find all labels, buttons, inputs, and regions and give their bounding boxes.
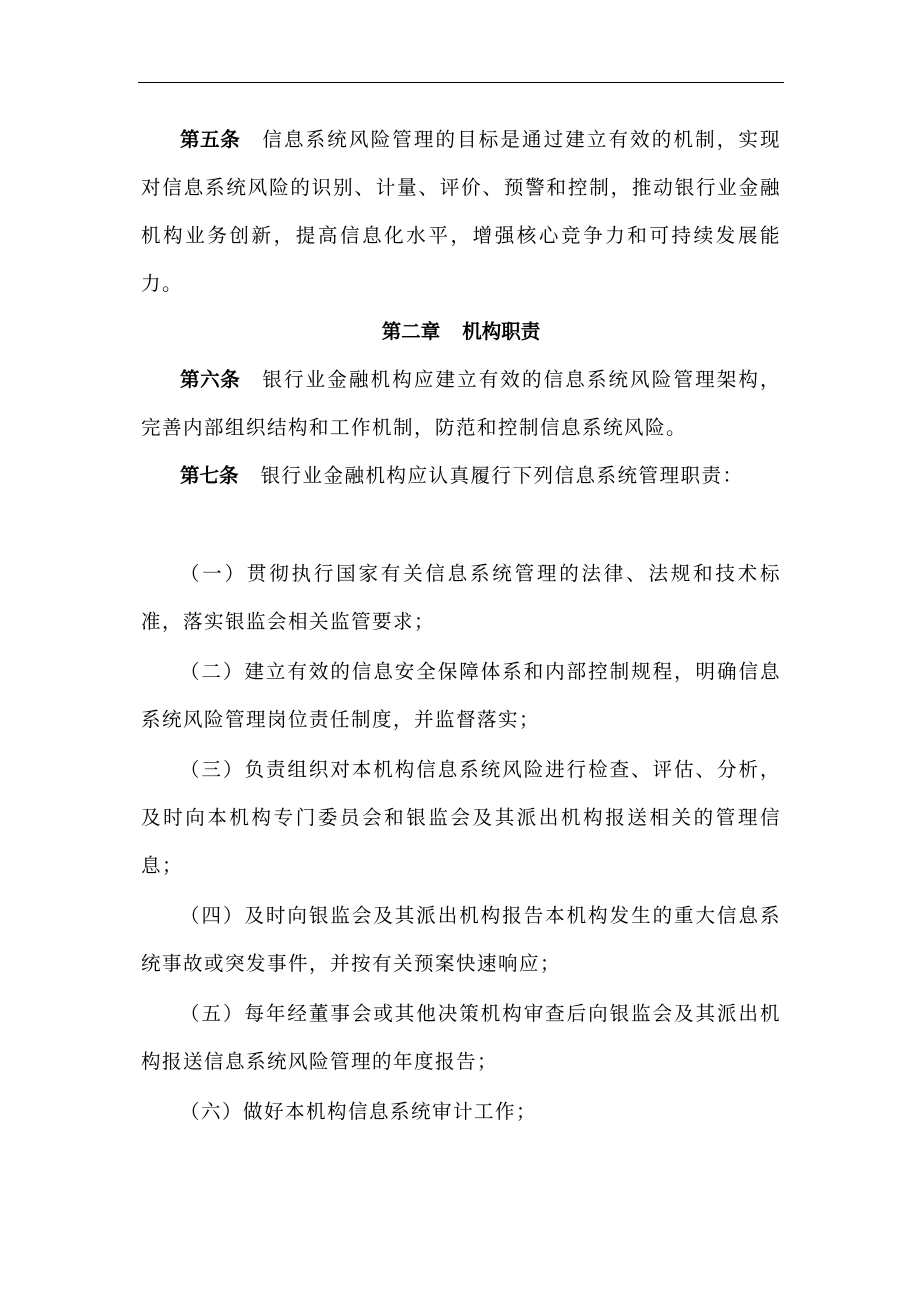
article-6-text: 银行业金融机构应建立有效的信息系统风险管理架构，完善内部组织结构和工作机制，防范和控制信息系统风险。	[141, 368, 781, 439]
document-body	[141, 116, 781, 1136]
list-item: （六）做好本机构信息系统审计工作；	[180, 1100, 538, 1123]
list-item: （三）负责组织对本机构信息系统风险进行检查、评估、分析，及时向本机构专门委员会和银监会及其派出机构报送相关的管理信息；	[141, 758, 781, 877]
article-6-number: 第六条	[180, 368, 241, 391]
chapter-heading	[141, 308, 781, 356]
article-5-text: 信息系统风险管理的目标是通过建立有效的机制，实现对信息系统风险的识别、计量、评价、预警和控制，推动银行业金融机构业务创新，提高信息化水平，增强核心竞争力和可持续发展能力。	[141, 128, 781, 295]
chapter-number: 第二章	[381, 320, 441, 343]
chapter-title: 机构职责	[462, 320, 541, 343]
article-7-text: 银行业金融机构应认真履行下列信息系统管理职责：	[260, 464, 744, 487]
article-6	[141, 356, 781, 452]
header-rule	[138, 82, 784, 83]
list-item: （一）贯彻执行国家有关信息系统管理的法律、法规和技术标准，落实银监会相关监管要求；	[141, 562, 781, 633]
list-item: （四）及时向银监会及其派出机构报告本机构发生的重大信息系统事故或突发事件，并按有关预案快速响应；	[141, 904, 781, 975]
article-7	[141, 452, 781, 500]
article-5	[141, 116, 781, 308]
spacer	[141, 500, 781, 550]
article-5-number: 第五条	[180, 128, 241, 151]
list-item: （五）每年经董事会或其他决策机构审查后向银监会及其派出机构报送信息系统风险管理的年度报告；	[141, 1002, 781, 1073]
article-7-number: 第七条	[180, 464, 239, 487]
list-item: （二）建立有效的信息安全保障体系和内部控制规程，明确信息系统风险管理岗位责任制度，并监督落实；	[141, 660, 781, 731]
